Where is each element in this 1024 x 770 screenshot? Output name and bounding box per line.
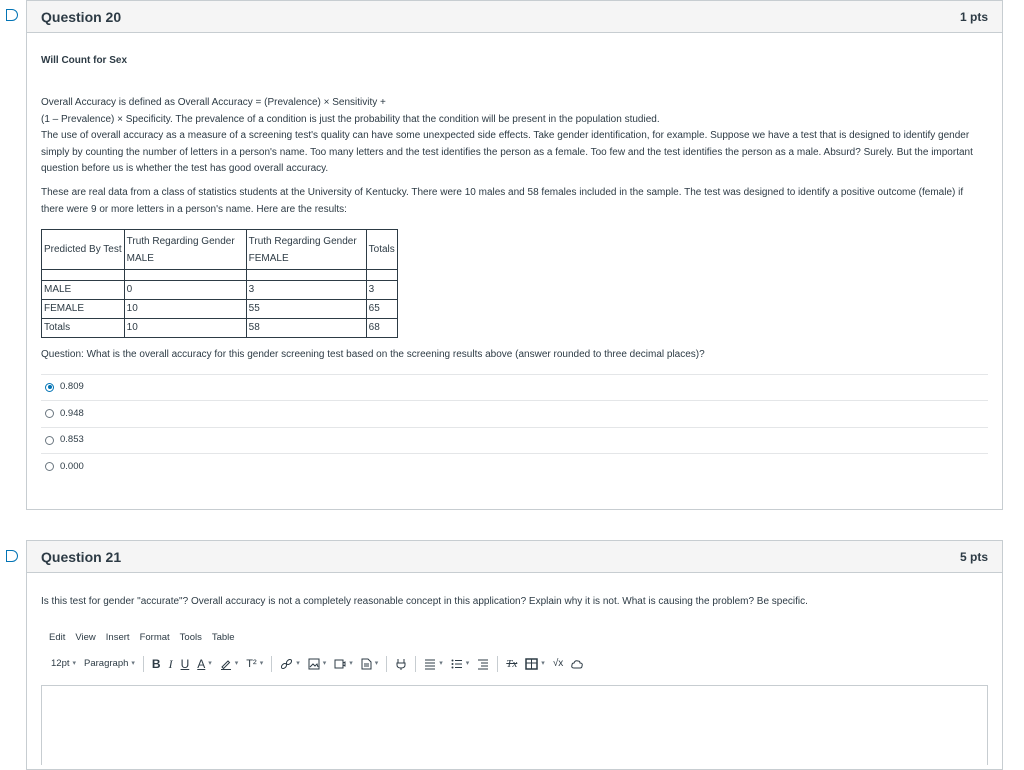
table-cell: FEMALE [42,300,125,319]
header-totals: Totals [366,230,397,270]
chevron-down-icon: ▾ [322,659,327,667]
spacer-cell [124,270,246,281]
chevron-down-icon: ▾ [234,659,239,667]
radio-icon[interactable] [45,409,54,418]
table-cell: 3 [246,281,366,300]
answer-label: 0.948 [60,407,84,419]
font-size-value: 12pt [51,657,70,669]
question-20-prompt: Question: What is the overall accuracy for this gender screening test based on the screening results above (answer rounded to three decimal places)? [41,349,705,361]
table-cell: Totals [42,319,125,338]
image-glyph [308,658,320,670]
table-cell: 3 [366,281,397,300]
header-truth-female [246,230,366,270]
question-20-points: 1 pts [959,9,988,24]
table-cell: 58 [246,319,366,338]
chevron-down-icon: ▾ [131,659,135,667]
menu-format[interactable]: Format [139,632,170,644]
menu-tools[interactable]: Tools [179,632,202,644]
media-glyph [334,658,346,670]
editor-toolbar [41,653,988,675]
answer-label: 0.000 [60,460,84,472]
answer-label: 0.809 [60,381,84,393]
question-21-header [27,541,1002,573]
table-cell: 10 [124,300,246,319]
header-truth-label-1: Truth Regarding Gender [126,235,235,247]
header-predicted-by-test: Predicted By Test [42,230,125,270]
question-21-body [27,594,1002,675]
menu-table[interactable]: Table [211,632,235,644]
question-20-card [26,0,1003,510]
superscript-icon[interactable] [246,656,263,672]
table-row-totals [42,319,398,338]
table-spacer-row [42,270,398,281]
question-21-card [26,540,1003,770]
question-20-heading: Will Count for Sex [41,55,128,66]
media-icon[interactable] [334,656,353,672]
indent-glyph [477,658,489,670]
question-21-points: 5 pts [959,549,988,564]
accuracy-definition-line-1: Overall Accuracy is defined as Overall Accuracy = (Prevalence) × Sensitivity + [41,97,386,109]
toolbar-divider [497,656,498,672]
list-icon[interactable] [451,656,470,672]
header-female-label: FEMALE [248,252,289,264]
embed-icon[interactable] [571,659,583,669]
answer-list [41,374,988,480]
question-20-paragraph-2: These are real data from a class of statistics students at the University of Kentucky. There were 10 males and 58 females included in the sample. The test was designed to identify a positive outcome (female) if there were 9 or more letters in a person's name. Here are the results: [41,187,964,215]
answer-option-1[interactable] [41,374,988,401]
question-21-prompt: Is this test for gender "accurate"? Overall accuracy is not a completely reasonable concept in this application? Explain why it is not. What is causing the problem? Be specific. [41,596,808,607]
chevron-down-icon: ▾ [374,659,379,667]
accuracy-side-effects-text: The use of overall accuracy as a measure of a screening test's quality can have some unexpected side effects. Take gender identification, for example. Suppose we have a test that is designed to identify gender simply by counting the number of letters in a person's name. Too many letters and the test identifies the person as a female. Too few and the test identifies the person as a male. Absurd? Surely. But the important question before us is whether the test has good overall accuracy. [41,130,973,175]
plugin-glyph [395,658,407,670]
chevron-down-icon: ▾ [541,659,545,667]
menu-view[interactable]: View [75,632,96,644]
spacer-cell [42,270,125,281]
menu-insert[interactable]: Insert [105,632,130,644]
flag-question-20-icon[interactable] [6,9,18,21]
align-glyph [424,658,436,670]
underline-icon[interactable]: U [180,656,190,671]
align-icon[interactable] [424,656,443,672]
table-cell: MALE [42,281,125,300]
chevron-down-icon: ▾ [259,659,264,667]
table-row-female [42,300,398,319]
clear-formatting-icon[interactable]: Tx [506,657,518,670]
image-icon[interactable] [308,656,327,672]
table-glyph [525,658,538,670]
chevron-down-icon: ▾ [349,659,353,667]
rich-text-editor-area[interactable] [41,685,988,765]
radio-selected-icon[interactable] [45,383,54,392]
toolbar-divider [271,656,272,672]
table-cell: 10 [124,319,246,338]
bold-icon[interactable]: B [151,656,161,671]
table-cell: 65 [366,300,397,319]
indent-icon[interactable] [477,658,489,670]
toolbar-divider [386,656,387,672]
question-20-body [27,53,1002,480]
chevron-down-icon: ▾ [465,659,470,667]
menu-edit[interactable]: Edit [49,632,66,644]
toolbar-divider [415,656,416,672]
table-row-male [42,281,398,300]
block-format-value: Paragraph [84,657,129,669]
header-male-label: MALE [126,252,154,264]
table-icon[interactable] [525,656,545,672]
text-color-glyph: A [197,656,206,671]
spacer-cell [246,270,366,281]
chevron-down-icon: ▾ [296,659,300,667]
document-glyph [361,658,372,670]
header-truth-male [124,230,246,270]
header-truth-label-2: Truth Regarding Gender [248,235,357,247]
editor-menubar [41,630,988,646]
font-size-select[interactable] [51,656,76,672]
question-20-header [27,1,1002,33]
apps-plugin-icon[interactable] [395,658,407,670]
accuracy-definition-line-2: (1 – Prevalence) × Specificity. The prevalence of a condition is just the probability that the condition will be present in the population studied. [41,113,660,125]
italic-icon[interactable]: I [168,656,173,671]
table-cell: 55 [246,300,366,319]
spacer-cell [366,270,397,281]
link-glyph [280,658,293,670]
question-20-title: Question 20 [41,8,122,25]
chevron-down-icon: ▾ [208,659,212,667]
radio-icon[interactable] [45,462,54,471]
table-cell: 0 [124,281,246,300]
list-glyph [451,658,463,670]
answer-option-2[interactable] [41,400,988,427]
chevron-down-icon: ▾ [72,659,77,667]
question-21-title: Question 21 [41,548,122,565]
superscript-glyph: T² [246,657,257,670]
table-header-row [42,230,398,270]
equation-icon[interactable]: √x [552,657,564,669]
answer-option-3[interactable] [41,427,988,454]
link-icon[interactable] [280,656,300,672]
toolbar-divider [143,656,144,672]
results-table [41,229,398,338]
answer-option-4[interactable] [41,453,988,480]
question-20-paragraph-1 [41,95,988,177]
block-format-select[interactable] [84,656,135,672]
text-color-icon[interactable] [197,656,212,672]
table-cell: 68 [366,319,397,338]
radio-icon[interactable] [45,436,54,445]
chevron-down-icon: ▾ [439,659,443,667]
highlight-icon[interactable] [220,656,239,672]
cloud-embed-glyph [571,659,583,669]
highlight-pen-icon [220,658,232,670]
document-icon[interactable] [361,656,379,672]
flag-question-21-icon[interactable] [6,550,18,562]
answer-label: 0.853 [60,434,84,446]
